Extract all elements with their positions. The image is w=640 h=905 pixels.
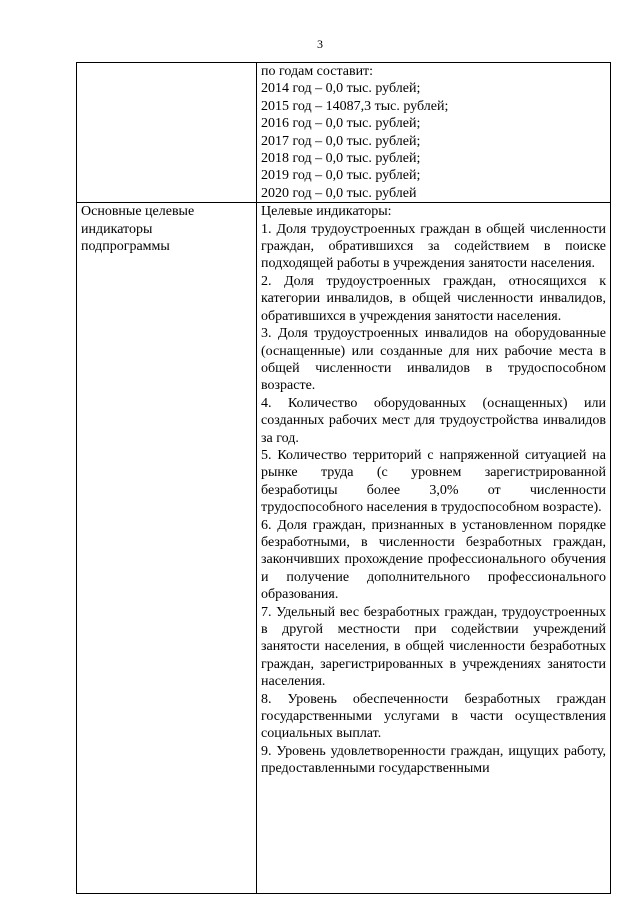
indicators-heading: Целевые индикаторы: <box>261 204 392 220</box>
funding-line: по годам составит: <box>261 64 374 79</box>
indicator-item: 1. Доля трудоустроенных граждан в общей численности граждан, обратившихся за содействием в поиске подходящей работы в учреждения занятости населения. <box>261 221 606 272</box>
funding-label-cell <box>77 63 257 203</box>
funding-line: 2017 год – 0,0 тыс. рублей; <box>261 133 421 149</box>
indicators-value-cell <box>257 203 611 894</box>
indicator-item: 2. Доля трудоустроенных граждан, относящихся к категории инвалидов, в общей численности инвалидов, обратившихся в учреждения занятости населения. <box>261 273 606 324</box>
indicators-label-line: индикаторы <box>81 221 153 237</box>
subprogram-passport-table <box>76 62 611 894</box>
funding-line: 2015 год – 14087,3 тыс. рублей; <box>261 98 449 114</box>
table-row-funding <box>77 63 611 203</box>
indicators-label-line: Основные целевые <box>81 204 195 220</box>
funding-line: 2018 год – 0,0 тыс. рублей; <box>261 151 421 167</box>
funding-line: 2019 год – 0,0 тыс. рублей; <box>261 168 421 184</box>
indicator-item: 7. Удельный вес безработных граждан, трудоустроенных в другой местности при содействии учреждений занятости населения, в общей численности безработных граждан, зарегистрированных в учреждениях занятости населения. <box>261 604 606 690</box>
page-number: 3 <box>317 37 323 51</box>
funding-value-cell <box>257 63 611 203</box>
indicator-item: 6. Доля граждан, признанных в установленном порядке безработными, в численности безработных граждан, закончивших прохождение профессионального обучения и получение дополнительного профессионального образования. <box>261 517 606 603</box>
indicator-item: 8. Уровень обеспеченности безработных граждан государственными услугами в части осуществления социальных выплат. <box>261 691 606 742</box>
funding-line: 2014 год – 0,0 тыс. рублей; <box>261 81 421 97</box>
table-row-indicators <box>77 203 611 894</box>
indicators-label-cell <box>77 203 257 894</box>
funding-line: 2016 год – 0,0 тыс. рублей; <box>261 116 421 132</box>
indicators-label-line: подпрограммы <box>81 239 170 255</box>
indicator-item: 5. Количество территорий с напряженной ситуацией на рынке труда (с уровнем зарегистрированной безработицы более 3,0% от численности трудоспособного населения в трудоспособном возрасте). <box>261 447 606 516</box>
indicator-item: 9. Уровень удовлетворенности граждан, ищущих работу, предоставленными государственными <box>261 743 606 777</box>
indicator-item: 4. Количество оборудованных (оснащенных) или созданных рабочих мест для трудоустройства инвалидов за год. <box>261 395 606 446</box>
indicator-item: 3. Доля трудоустроенных инвалидов на оборудованные (оснащенные) или созданные для них рабочие места в общей численности инвалидов в трудоспособном возрасте. <box>261 326 606 394</box>
funding-line: 2020 год – 0,0 тыс. рублей <box>261 185 417 201</box>
